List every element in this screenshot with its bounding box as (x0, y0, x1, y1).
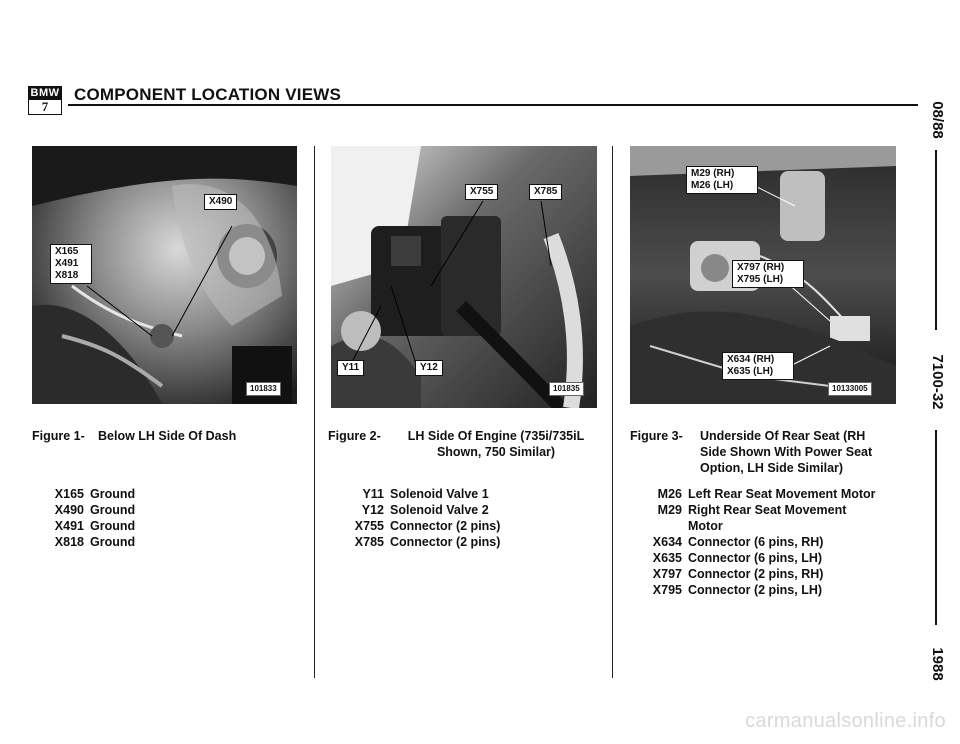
figure-2-legend (340, 486, 600, 550)
legend-desc: Left Rear Seat Movement Motor (688, 487, 876, 501)
margin-section-number: 7100-32 (929, 354, 946, 410)
legend-code: Y11 (362, 487, 384, 501)
logo-bottom: 7 (28, 100, 62, 115)
legend-code: X165 (54, 487, 84, 501)
legend-row (340, 486, 600, 502)
figure-1-photo (32, 146, 297, 404)
legend-row (340, 502, 600, 518)
margin-year: 1988 (929, 647, 946, 681)
callout-x165-x491-x818: X165 X491 X818 (50, 244, 92, 284)
legend-row (642, 566, 892, 582)
photo-number: 101833 (246, 382, 281, 396)
legend-desc: Connector (2 pins) (390, 535, 501, 549)
legend-row (50, 518, 290, 534)
legend-code: X795 (652, 583, 682, 597)
legend-desc: Connector (2 pins) (390, 519, 501, 533)
bmw-7-logo (28, 86, 62, 116)
legend-code: Y12 (361, 503, 384, 517)
legend-row (642, 486, 892, 502)
legend-code: X785 (354, 535, 384, 549)
callout-m29-m26: M29 (RH) M26 (LH) (686, 166, 758, 194)
caption-text: Below LH Side Of Dash (98, 429, 237, 443)
legend-row (50, 534, 290, 550)
figure-2-caption (328, 428, 598, 468)
legend-desc: Connector (2 pins, LH) (688, 583, 823, 597)
margin-date: 08/88 (929, 101, 946, 139)
legend-desc: Solenoid Valve 1 (390, 487, 489, 501)
legend-code: X491 (54, 519, 84, 533)
legend-row (50, 486, 290, 502)
legend-row (642, 502, 892, 534)
legend-desc: Connector (6 pins, RH) (688, 535, 824, 549)
legend-code: M26 (657, 487, 682, 501)
callout-y12: Y12 (415, 360, 443, 376)
callout-x797-x795: X797 (RH) X795 (LH) (732, 260, 804, 288)
figure-3-legend (642, 486, 892, 598)
legend-desc: Ground (90, 519, 136, 533)
callout-y11: Y11 (337, 360, 364, 376)
callout-x785: X785 (529, 184, 562, 200)
figure-2-photo (331, 146, 597, 408)
legend-code: X755 (354, 519, 384, 533)
callout-x634-x635: X634 (RH) X635 (LH) (722, 352, 794, 380)
legend-code: X490 (54, 503, 84, 517)
photo-number: 10133005 (828, 382, 872, 396)
photo-number: 101835 (549, 382, 584, 396)
header-rule (68, 104, 918, 106)
watermark-text: carmanualsonline.info (745, 710, 946, 732)
callout-x755: X755 (465, 184, 498, 200)
legend-code: X634 (652, 535, 682, 549)
legend-desc: Connector (6 pins, LH) (688, 551, 823, 565)
legend-desc: Connector (2 pins, RH) (688, 567, 824, 581)
caption-label: Figure 3- (630, 429, 683, 443)
page-title: COMPONENT LOCATION VIEWS (74, 85, 342, 104)
margin-rule-2 (935, 430, 937, 625)
legend-row (340, 518, 600, 534)
legend-code: X635 (652, 551, 682, 565)
legend-desc: Ground (90, 535, 136, 549)
column-separator-1 (314, 146, 315, 678)
legend-desc: Ground (90, 503, 136, 517)
logo-top: BMW (28, 86, 62, 100)
caption-label: Figure 2- (328, 429, 381, 443)
legend-code: X797 (652, 567, 682, 581)
legend-row (642, 534, 892, 550)
callout-x490: X490 (204, 194, 237, 210)
figure-3-caption (630, 428, 892, 480)
legend-row (340, 534, 600, 550)
caption-label: Figure 1- (32, 429, 85, 443)
legend-row (642, 550, 892, 566)
margin-rule-1 (935, 150, 937, 330)
figure-1-caption (32, 428, 302, 460)
caption-text: Underside Of Rear Seat (RH Side Shown With Power Seat Option, LH Side Similar) (700, 429, 873, 475)
legend-code: M29 (657, 503, 682, 517)
column-separator-2 (612, 146, 613, 678)
figure-3-photo (630, 146, 896, 404)
figure-1-legend (50, 486, 290, 550)
caption-text: LH Side Of Engine (735i/735iL Shown, 750 Similar) (407, 429, 585, 459)
legend-desc: Solenoid Valve 2 (390, 503, 489, 517)
legend-code: X818 (54, 535, 84, 549)
legend-desc: Ground (90, 487, 136, 501)
legend-desc: Right Rear Seat Movement Motor (688, 503, 847, 533)
legend-row (50, 502, 290, 518)
legend-row (642, 582, 892, 598)
